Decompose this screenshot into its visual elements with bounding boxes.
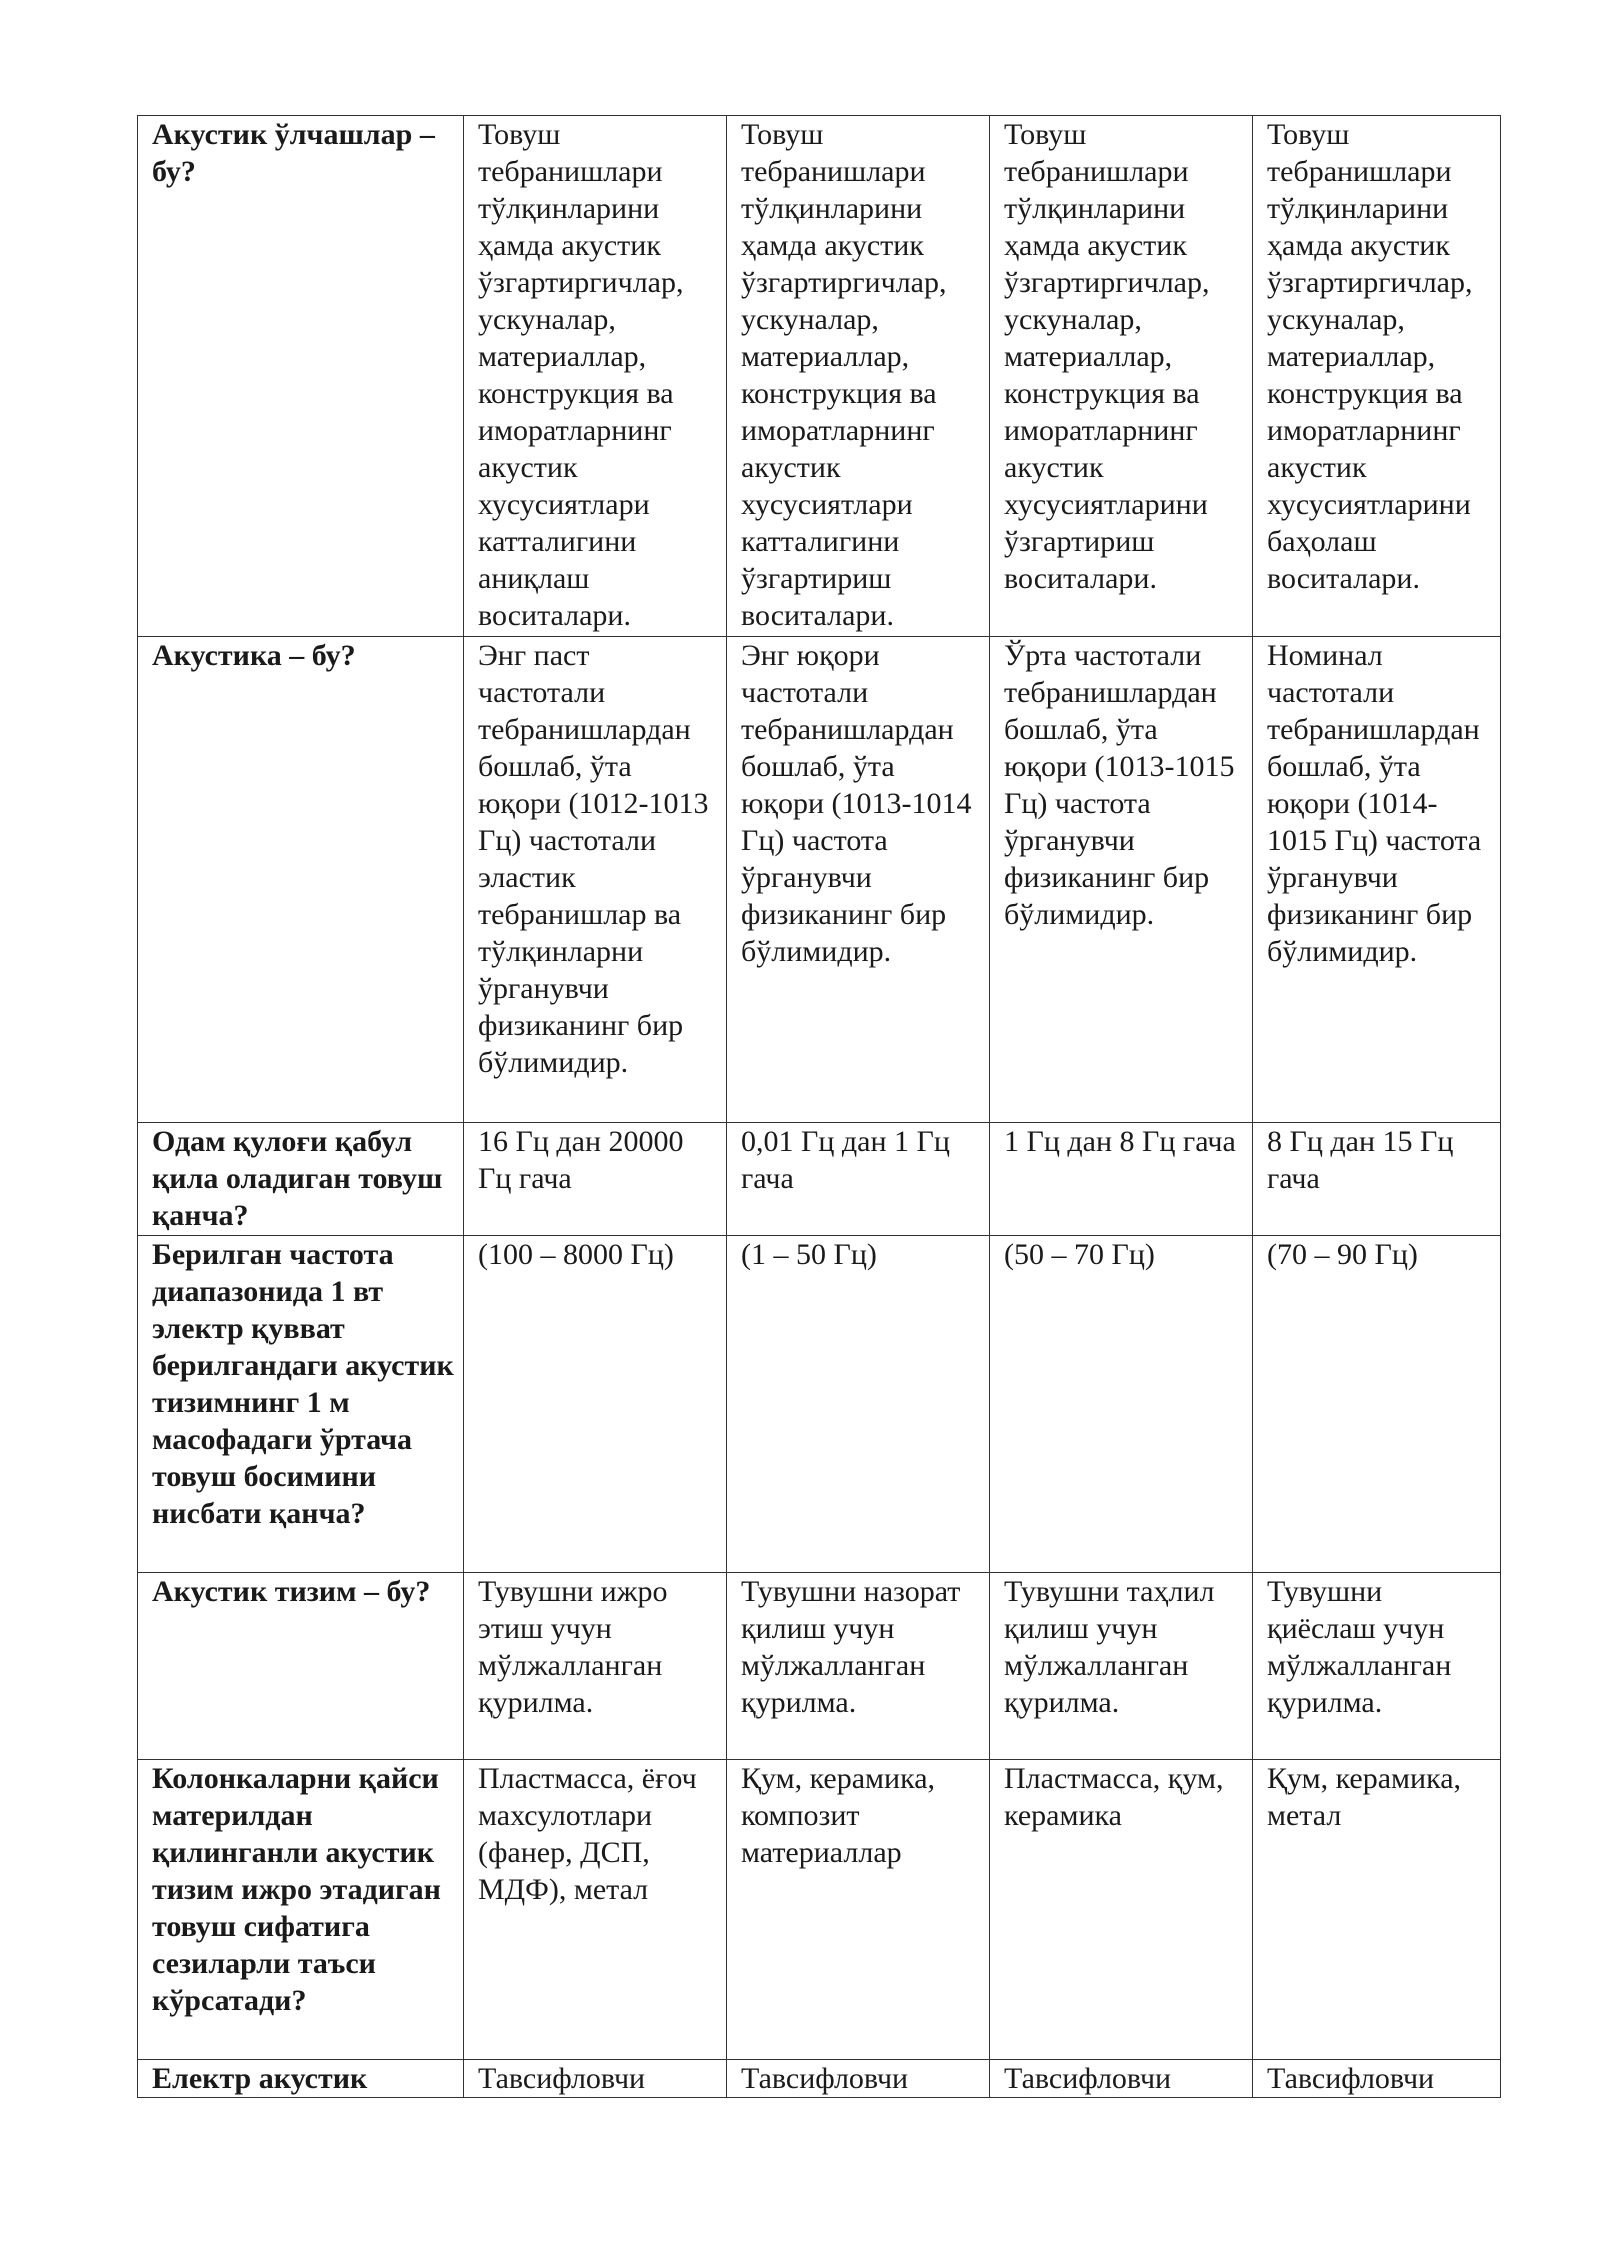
question-text: Колонкаларни қайси материлдан қилинганли акустик тизим ижро этадиган товуш сифатига сезиларли таъси кўрсатади? [152, 1762, 441, 2017]
table-row [138, 2060, 1501, 2098]
answer-text: Қум, керамика, метал [1267, 1762, 1462, 1832]
answer-text: 8 Гц дан 15 Гц гача [1267, 1125, 1454, 1195]
answer-cell [464, 637, 727, 1123]
question-text: Акустик ўлчашлар – бу? [152, 118, 435, 188]
answer-cell [727, 637, 990, 1123]
question-cell [138, 637, 464, 1123]
question-text: Електр акустик [152, 2062, 368, 2095]
answer-text: Тавсифловчи [478, 2062, 646, 2095]
answer-text: 1 Гц дан 8 Гц гача [1004, 1125, 1236, 1158]
question-text: Берилган частота диапазонида 1 вт электр қувват берилгандаги акустик тизимнинг 1 м масофадаги ўртача товуш босимини нисбати қанча? [152, 1238, 454, 1530]
answer-cell [1253, 116, 1501, 637]
answer-text: Тувушни қиёслаш учун мўлжалланган қурилма. [1267, 1575, 1452, 1719]
answer-cell [464, 1123, 727, 1236]
answer-cell [1253, 2060, 1501, 2098]
answer-text: Тувушни таҳлил қилиш учун мўлжалланган қурилма. [1004, 1575, 1215, 1719]
answer-text: Товуш тебранишлари тўлқинларини ҳамда акустик ўзгартиргичлар, ускуналар, материаллар, конструкция ва иморатларнинг акустик хусусиятларини баҳолаш воситалари. [1267, 118, 1473, 595]
answer-cell [727, 1236, 990, 1573]
answer-text: (70 – 90 Гц) [1267, 1238, 1418, 1271]
answer-text: (50 – 70 Гц) [1004, 1238, 1155, 1271]
answer-cell [990, 2060, 1253, 2098]
answer-text: (1 – 50 Гц) [741, 1238, 877, 1271]
question-cell [138, 116, 464, 637]
answer-text: 16 Гц дан 20000 Гц гача [478, 1125, 684, 1195]
table-row [138, 1236, 1501, 1573]
question-cell [138, 1123, 464, 1236]
answer-cell [464, 1236, 727, 1573]
question-cell [138, 1236, 464, 1573]
answer-cell [1253, 1236, 1501, 1573]
answer-cell [727, 116, 990, 637]
answer-cell [1253, 1760, 1501, 2060]
answer-cell [464, 1760, 727, 2060]
answer-text: Тавсифловчи [1004, 2062, 1172, 2095]
answer-cell [727, 2060, 990, 2098]
answer-cell [1253, 1123, 1501, 1236]
answer-text: Тувушни назорат қилиш учун мўлжалланган қурилма. [741, 1575, 961, 1719]
answer-text: Товуш тебранишлари тўлқинларини ҳамда акустик ўзгартиргичлар, ускуналар, материаллар, конструкция ва иморатларнинг акустик хусусиятлари катталигини аниқлаш воситалари. [478, 118, 684, 632]
answer-text: Товуш тебранишлари тўлқинларини ҳамда акустик ўзгартиргичлар, ускуналар, материаллар, конструкция ва иморатларнинг акустик хусусиятларини ўзгартириш воситалари. [1004, 118, 1210, 595]
answer-text: (100 – 8000 Гц) [478, 1238, 674, 1271]
answer-text: Номинал частотали тебранишлардан бошлаб, ўта юқори (1014-1015 Гц) частота ўрганувчи физиканинг бир бўлимидир. [1267, 639, 1482, 968]
quiz-table [137, 115, 1501, 2098]
answer-text: Пластмасса, ёғоч махсулотлари (фанер, ДСП, МДФ), метал [478, 1762, 697, 1906]
table-row [138, 1760, 1501, 2060]
answer-text: Энг паст частотали тебранишлардан бошлаб, ўта юқори (1012-1013 Гц) частотали эластик тебранишлар ва тўлқинларни ўрганувчи физиканинг бир бўлимидир. [478, 639, 709, 1079]
answer-cell [464, 116, 727, 637]
answer-text: Тавсифловчи [741, 2062, 909, 2095]
answer-text: Тавсифловчи [1267, 2062, 1435, 2095]
answer-text: 0,01 Гц дан 1 Гц гача [741, 1125, 950, 1195]
answer-cell [990, 1236, 1253, 1573]
question-text: Акустик тизим – бу? [152, 1575, 431, 1608]
answer-cell [727, 1760, 990, 2060]
answer-text: Товуш тебранишлари тўлқинларини ҳамда акустик ўзгартиргичлар, ускуналар, материаллар, конструкция ва иморатларнинг акустик хусусиятлари катталигини ўзгартириш воситалари. [741, 118, 947, 632]
question-cell [138, 1573, 464, 1760]
question-cell [138, 1760, 464, 2060]
table-row [138, 637, 1501, 1123]
answer-cell [990, 116, 1253, 637]
answer-text: Қум, керамика, композит материаллар [741, 1762, 936, 1869]
answer-cell [1253, 1573, 1501, 1760]
question-cell [138, 2060, 464, 2098]
answer-text: Тувушни ижро этиш учун мўлжалланган қурилма. [478, 1575, 668, 1719]
question-text: Одам қулоғи қабул қила оладиган товуш қанча? [152, 1125, 443, 1232]
answer-text: Пластмасса, қум, керамика [1004, 1762, 1224, 1832]
answer-text: Ўрта частотали тебранишлардан бошлаб, ўта юқори (1013-1015 Гц) частота ўрганувчи физиканинг бир бўлимидир. [1004, 639, 1235, 931]
answer-cell [727, 1573, 990, 1760]
answer-cell [464, 2060, 727, 2098]
question-text: Акустика – бу? [152, 639, 356, 672]
table-row [138, 1573, 1501, 1760]
answer-cell [727, 1123, 990, 1236]
answer-cell [990, 637, 1253, 1123]
answer-cell [990, 1760, 1253, 2060]
answer-cell [464, 1573, 727, 1760]
answer-cell [990, 1573, 1253, 1760]
answer-text: Энг юқори частотали тебранишлардан бошлаб, ўта юқори (1013-1014 Гц) частота ўрганувчи физиканинг бир бўлимидир. [741, 639, 972, 968]
answer-cell [990, 1123, 1253, 1236]
table-row [138, 116, 1501, 637]
table-row [138, 1123, 1501, 1236]
answer-cell [1253, 637, 1501, 1123]
